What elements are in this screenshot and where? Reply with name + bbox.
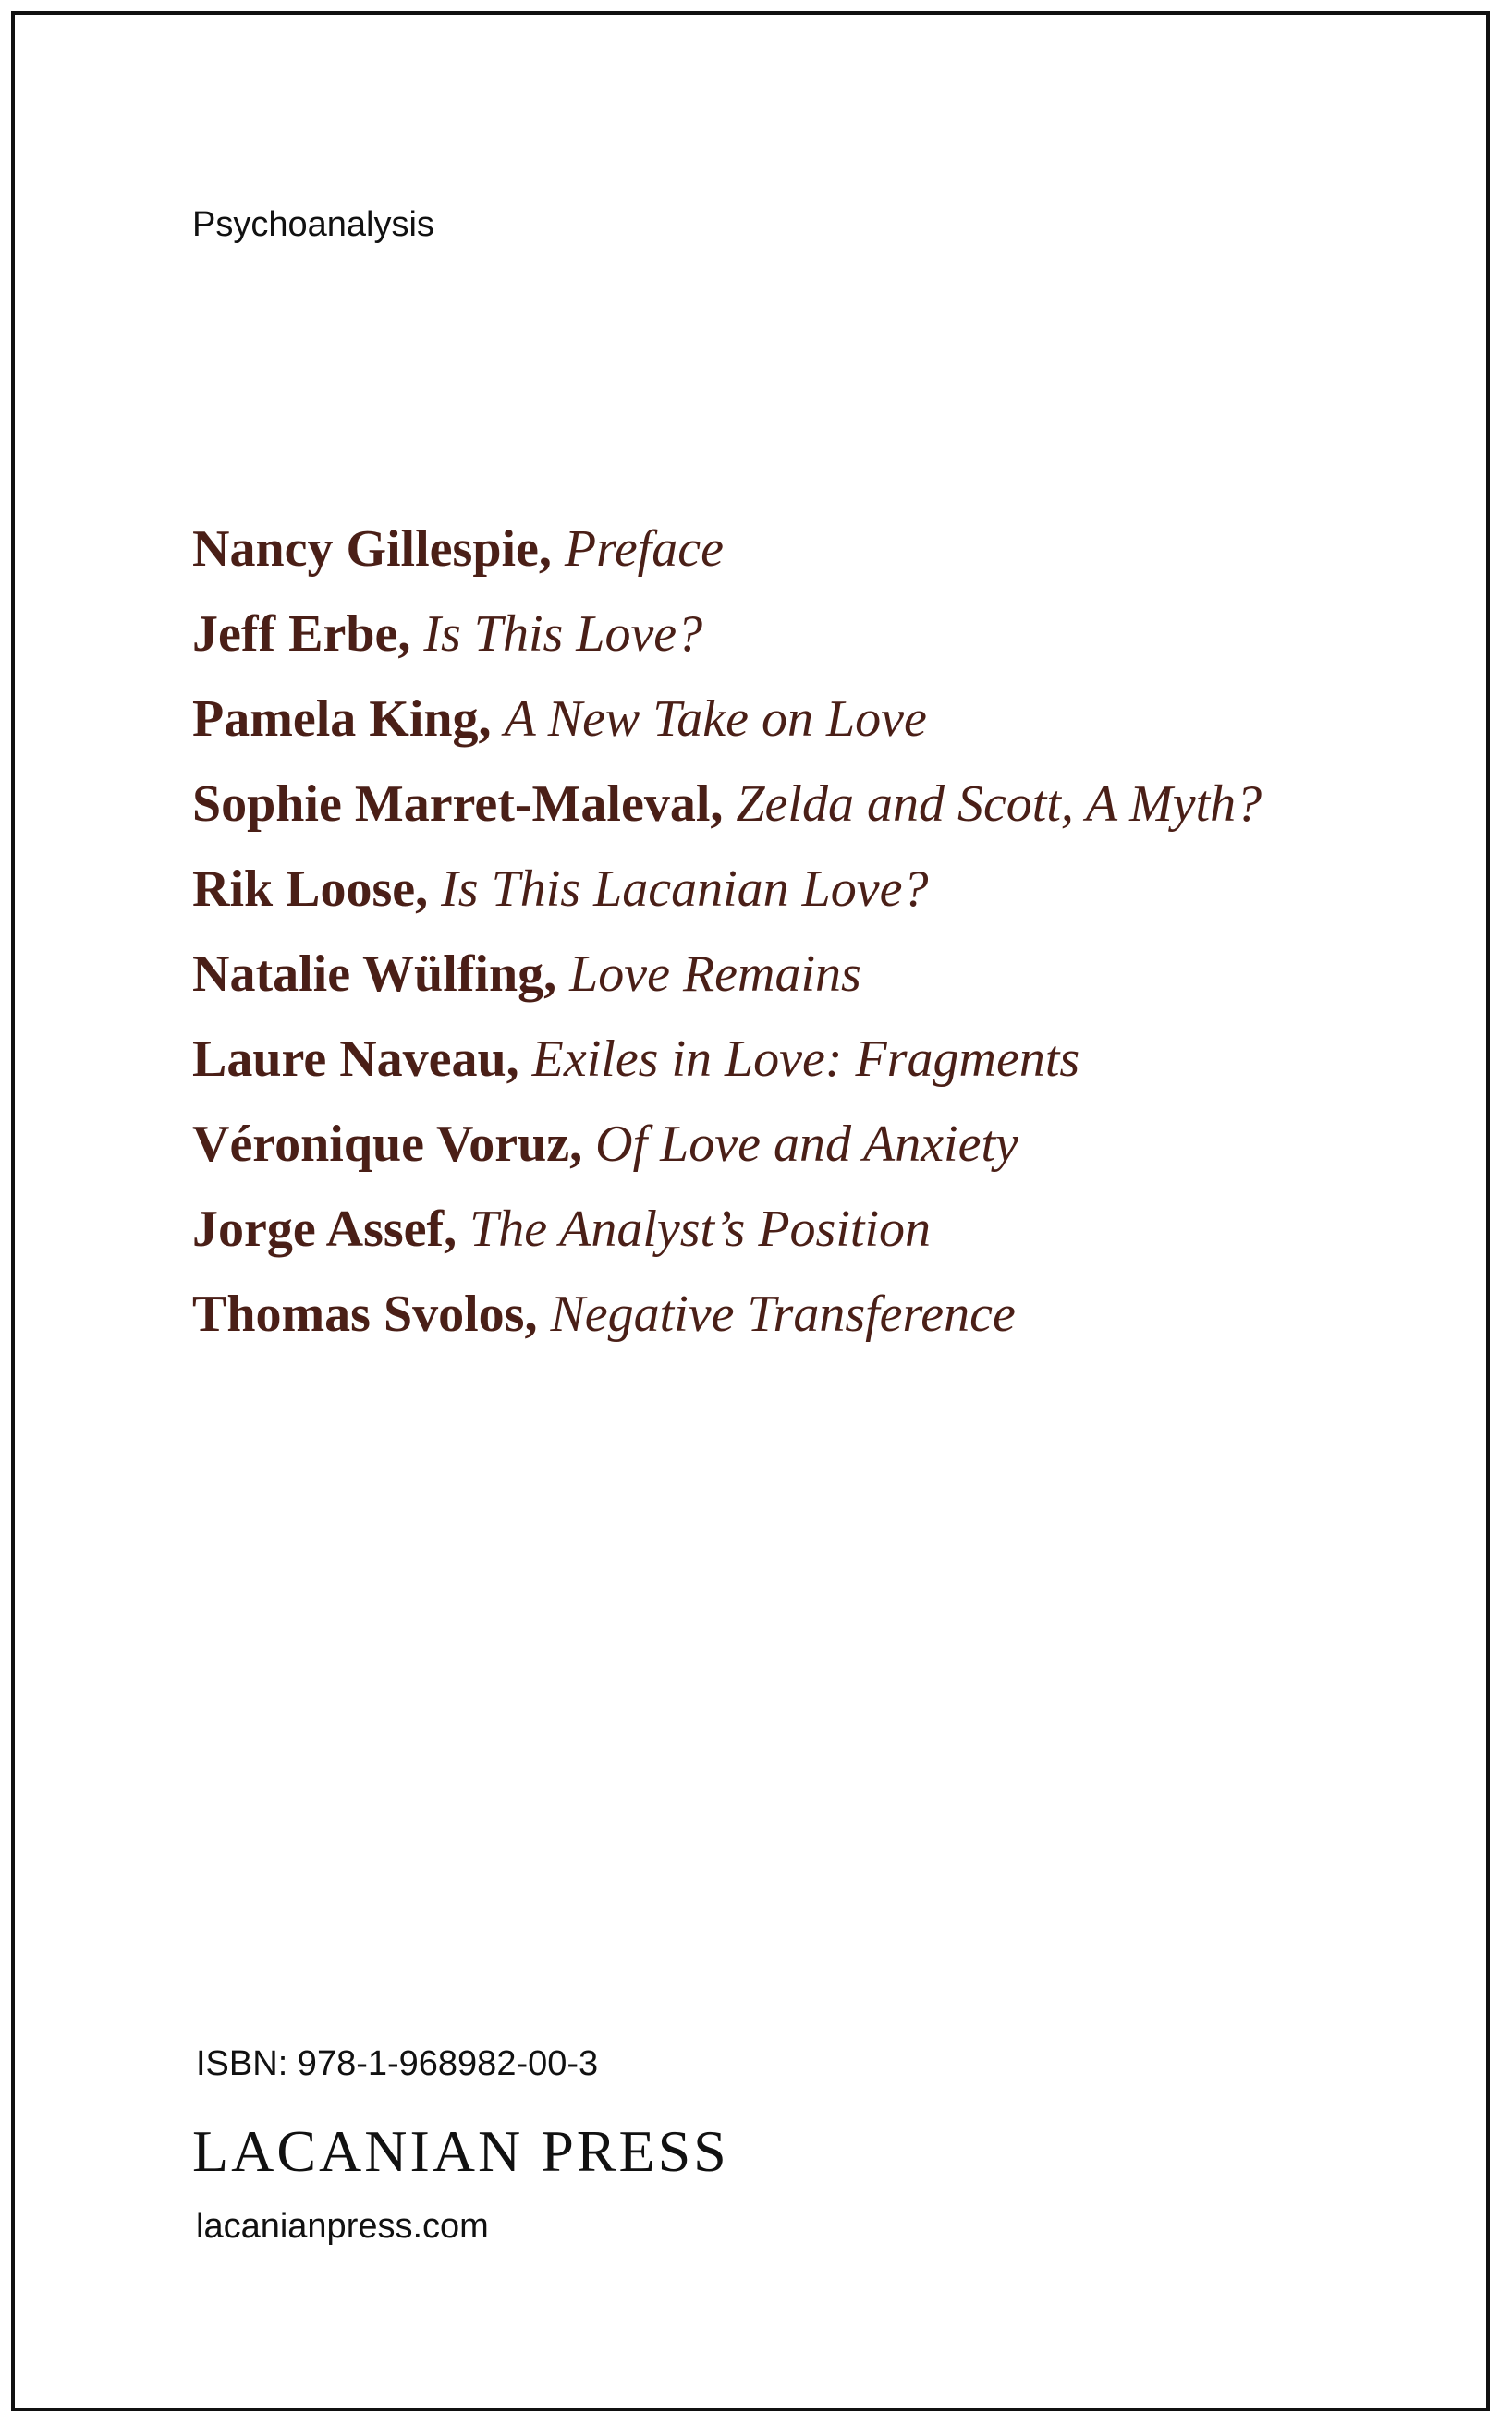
contents-entry bbox=[192, 677, 1262, 762]
contents-entry bbox=[192, 1102, 1262, 1187]
entry-title: Zelda and Scott, A Myth? bbox=[736, 775, 1262, 833]
entry-author: Pamela King bbox=[192, 690, 479, 748]
entry-separator: , bbox=[543, 945, 557, 1003]
entry-title: Is This Lacanian Love? bbox=[441, 860, 929, 918]
entry-title: Exiles in Love: Fragments bbox=[531, 1030, 1080, 1088]
entry-author: Thomas Svolos bbox=[192, 1286, 525, 1343]
entry-title: The Analyst’s Position bbox=[469, 1201, 932, 1258]
entry-title: Negative Transference bbox=[550, 1286, 1016, 1343]
isbn-label: ISBN: 978-1-968982-00-3 bbox=[196, 2044, 599, 2083]
entry-author: Laure Naveau bbox=[192, 1030, 506, 1088]
contents-entry bbox=[192, 1272, 1262, 1357]
contents-entry bbox=[192, 506, 1262, 591]
entry-separator: , bbox=[478, 690, 492, 748]
entry-separator: , bbox=[569, 1115, 583, 1173]
entry-author: Natalie Wülfing bbox=[192, 945, 544, 1003]
entry-title: Of Love and Anxiety bbox=[595, 1115, 1018, 1173]
entry-author: Véronique Voruz bbox=[192, 1115, 570, 1173]
contents-entry bbox=[192, 1017, 1262, 1102]
contents-list bbox=[192, 506, 1262, 1357]
contents-entry bbox=[192, 762, 1262, 847]
category-label: Psychoanalysis bbox=[192, 205, 434, 244]
contents-entry bbox=[192, 847, 1262, 932]
entry-title: A New Take on Love bbox=[504, 690, 927, 748]
entry-author: Jorge Assef bbox=[192, 1201, 445, 1258]
entry-separator: , bbox=[506, 1030, 519, 1088]
entry-separator: , bbox=[524, 1286, 538, 1343]
entry-separator: , bbox=[538, 520, 552, 578]
entry-separator: , bbox=[444, 1201, 457, 1258]
back-cover bbox=[11, 11, 1490, 2411]
entry-title: Preface bbox=[564, 520, 724, 578]
entry-title: Is This Love? bbox=[423, 605, 703, 663]
entry-separator: , bbox=[415, 860, 429, 918]
entry-author: Sophie Marret-Maleval bbox=[192, 775, 711, 833]
publisher-logo: LACANIAN PRESS bbox=[192, 2118, 729, 2184]
entry-separator: , bbox=[710, 775, 724, 833]
entry-author: Rik Loose bbox=[192, 860, 416, 918]
entry-author: Nancy Gillespie bbox=[192, 520, 539, 578]
entry-title: Love Remains bbox=[569, 945, 861, 1003]
entry-separator: , bbox=[397, 605, 411, 663]
contents-entry bbox=[192, 932, 1262, 1017]
contents-entry bbox=[192, 1187, 1262, 1272]
entry-author: Jeff Erbe bbox=[192, 605, 398, 663]
publisher-website: lacanianpress.com bbox=[196, 2207, 489, 2246]
contents-entry bbox=[192, 591, 1262, 677]
